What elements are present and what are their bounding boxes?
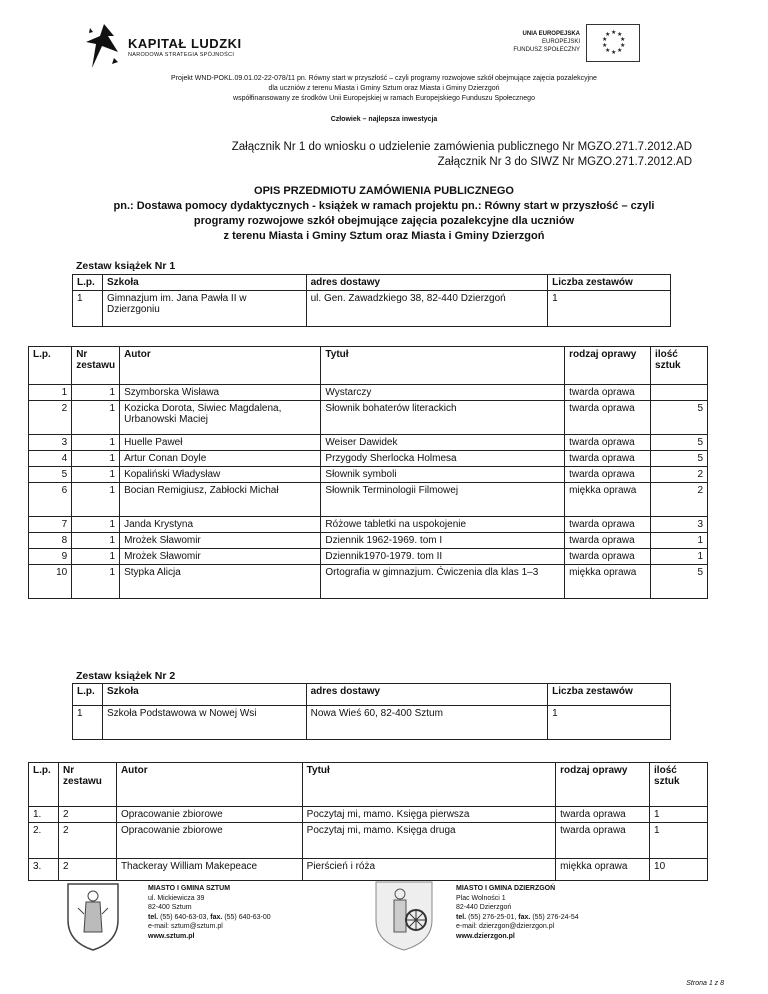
header-lp: L.p.: [73, 275, 103, 291]
footer-sztum: MIASTO I GMINA SZTUM ul. Mickiewicza 39 82-400 Sztum tel. (55) 640-63-03, fax. (55) 640-63-00 e-mail: sztum@sztum.pl www.sztum.pl: [148, 885, 271, 940]
header-binding: rodzaj oprawy: [565, 347, 651, 385]
header-address: adres dostawy: [306, 275, 548, 291]
school-address: ul. Gen. Zawadzkiego 38, 82-440 Dzierzgoń: [306, 291, 548, 327]
page-number: Strona 1 z 8: [686, 980, 724, 987]
cell-title: Dziennik 1962-1969. tom I: [321, 533, 565, 549]
set1-books-table: [28, 346, 708, 599]
header-set: Nr zestawu: [58, 763, 116, 807]
school-count: 1: [548, 706, 671, 740]
svg-text:★: ★: [602, 36, 608, 43]
set1-label: Zestaw książek Nr 1: [76, 260, 176, 272]
svg-text:★: ★: [620, 42, 626, 49]
cell-title: Wystarczy: [321, 385, 565, 401]
cell-set: 1: [72, 549, 120, 565]
cell-title: Słownik bohaterów literackich: [321, 401, 565, 435]
cell-qty: 5: [651, 401, 708, 435]
attachment-references: Załącznik Nr 1 do wniosku o udzielenie zamówienia publicznego Nr MGZO.271.7.2012.AD Załącznik Nr 3 do SIWZ Nr MGZO.271.7.2012.AD: [231, 141, 692, 168]
cell-qty: 3: [651, 517, 708, 533]
cell-binding: twarda oprawa: [556, 807, 650, 823]
cell-qty: 1: [650, 807, 708, 823]
header-author: Autor: [116, 763, 302, 807]
header-school: Szkoła: [102, 684, 306, 706]
cell-qty: 1: [650, 823, 708, 859]
cell-title: Poczytaj mi, mamo. Księga druga: [302, 823, 556, 859]
cell-lp: 2: [29, 401, 72, 435]
cell-author: Bocian Remigiusz, Zabłocki Michał: [120, 483, 321, 517]
table-row: [29, 565, 708, 599]
cell-binding: twarda oprawa: [565, 549, 651, 565]
cell-binding: twarda oprawa: [565, 517, 651, 533]
cell-binding: twarda oprawa: [565, 451, 651, 467]
cell-lp: 4: [29, 451, 72, 467]
cell-binding: miękka oprawa: [556, 859, 650, 881]
svg-text:★: ★: [605, 47, 611, 54]
project-description: Projekt WND-POKL.09.01.02-22-078/11 pn. Równy start w przyszłość – czyli programy rozwojowe szkół obejmujące zajęcia pozalekcyjne dla uczniów z terenu Miasta i Gminy Sztum oraz Miasta i Gminy Dzierzgoń współfinansowany ze środków Unii Europejskiej w ramach Europejskiego Funduszu Społecznego: [171, 75, 597, 102]
cell-qty: 2: [651, 483, 708, 517]
cell-set: 1: [72, 517, 120, 533]
set2-books-table: [28, 762, 708, 881]
cell-qty: 1: [651, 533, 708, 549]
cell-set: 1: [72, 533, 120, 549]
cell-set: 1: [72, 565, 120, 599]
cell-title: Dziennik1970-1979. tom II: [321, 549, 565, 565]
header-count: Liczba zestawów: [548, 684, 671, 706]
cell-lp: 6: [29, 483, 72, 517]
table-row: [29, 807, 708, 823]
table-row: [29, 533, 708, 549]
dzierzgon-coat-of-arms: [372, 878, 436, 952]
table-row: [29, 517, 708, 533]
cell-lp: 3: [29, 435, 72, 451]
cell-author: Stypka Alicja: [120, 565, 321, 599]
cell-qty: 1: [651, 549, 708, 565]
kl-subtitle: NARODOWA STRATEGIA SPÓJNOŚCI: [128, 52, 235, 58]
cell-title: Różowe tabletki na uspokojenie: [321, 517, 565, 533]
table-row: [29, 385, 708, 401]
school-count: 1: [548, 291, 671, 327]
header-lp: L.p.: [29, 347, 72, 385]
cell-binding: miękka oprawa: [565, 565, 651, 599]
cell-title: Pierścień i róża: [302, 859, 556, 881]
cell-set: 2: [58, 859, 116, 881]
cell-lp: 1.: [29, 807, 59, 823]
header-school: Szkoła: [102, 275, 306, 291]
cell-set: 2: [58, 807, 116, 823]
cell-set: 2: [58, 823, 116, 859]
set2-label: Zestaw książek Nr 2: [76, 670, 176, 682]
header-set: Nr zestawu: [72, 347, 120, 385]
cell-qty: 10: [650, 859, 708, 881]
svg-text:★: ★: [611, 49, 617, 56]
header-binding: rodzaj oprawy: [556, 763, 650, 807]
header-qty: ilość sztuk: [651, 347, 708, 385]
school-name: Gimnazjum im. Jana Pawła II w Dzierzgoniu: [102, 291, 306, 327]
cell-title: Weiser Dawidek: [321, 435, 565, 451]
ue-text: UNIA EUROPEJSKA EUROPEJSKI FUNDUSZ SPOŁECZNY: [513, 31, 580, 53]
header-count: Liczba zestawów: [548, 275, 671, 291]
cell-author: Szymborska Wisława: [120, 385, 321, 401]
cell-title: Przygody Sherlocka Holmesa: [321, 451, 565, 467]
cell-lp: 3.: [29, 859, 59, 881]
sztum-coat-of-arms: [64, 880, 122, 952]
cell-author: Opracowanie zbiorowe: [116, 807, 302, 823]
school-lp: 1: [73, 291, 103, 327]
svg-text:★: ★: [611, 29, 617, 36]
cell-binding: twarda oprawa: [565, 435, 651, 451]
table-row: [29, 401, 708, 435]
header-lp: L.p.: [73, 684, 103, 706]
cell-author: Mrożek Sławomir: [120, 533, 321, 549]
cell-author: Artur Conan Doyle: [120, 451, 321, 467]
table-row: [29, 435, 708, 451]
cell-lp: 2.: [29, 823, 59, 859]
svg-text:★: ★: [620, 36, 626, 43]
header-lp: L.p.: [29, 763, 59, 807]
cell-qty: [651, 385, 708, 401]
svg-text:★: ★: [617, 31, 623, 38]
cell-set: 1: [72, 401, 120, 435]
cell-author: Kopaliński Władysław: [120, 467, 321, 483]
set2-school-table: [72, 683, 671, 740]
cell-lp: 10: [29, 565, 72, 599]
set1-school-table: [72, 274, 671, 327]
cell-set: 1: [72, 385, 120, 401]
header-title: Tytuł: [302, 763, 556, 807]
table-row: [29, 549, 708, 565]
cell-binding: twarda oprawa: [565, 467, 651, 483]
footer-dzierzgon: MIASTO I GMINA DZIERZGOŃ Plac Wolności 1 82-440 Dzierzgoń tel. (55) 276-25-01, fax. (55) 276-24-54 e-mail: dzierzgon@dzierzgon.pl www.dzierzgon.pl: [456, 885, 579, 940]
cell-author: Kozicka Dorota, Siwiec Magdalena, Urbanowski Maciej: [120, 401, 321, 435]
kapital-ludzki-logo: [84, 22, 126, 70]
svg-text:★: ★: [605, 31, 611, 38]
cell-binding: twarda oprawa: [565, 385, 651, 401]
svg-text:★: ★: [617, 47, 623, 54]
cell-qty: 2: [651, 467, 708, 483]
cell-lp: 5: [29, 467, 72, 483]
cell-set: 1: [72, 483, 120, 517]
cell-qty: 5: [651, 435, 708, 451]
motto: Człowiek – najlepsza inwestycja: [330, 116, 438, 123]
table-row: [29, 859, 708, 881]
header-author: Autor: [120, 347, 321, 385]
table-row: [29, 483, 708, 517]
cell-lp: 7: [29, 517, 72, 533]
cell-lp: 1: [29, 385, 72, 401]
cell-author: Huelle Paweł: [120, 435, 321, 451]
table-row: [29, 823, 708, 859]
cell-author: Janda Krystyna: [120, 517, 321, 533]
cell-binding: miękka oprawa: [565, 483, 651, 517]
cell-set: 1: [72, 435, 120, 451]
cell-title: Słownik symboli: [321, 467, 565, 483]
cell-set: 1: [72, 467, 120, 483]
cell-binding: twarda oprawa: [565, 401, 651, 435]
cell-binding: twarda oprawa: [556, 823, 650, 859]
cell-lp: 8: [29, 533, 72, 549]
svg-text:★: ★: [602, 42, 608, 49]
kl-title: KAPITAŁ LUDZKI: [128, 36, 242, 51]
school-name: Szkoła Podstawowa w Nowej Wsi: [102, 706, 306, 740]
table-row: [29, 467, 708, 483]
cell-binding: twarda oprawa: [565, 533, 651, 549]
header-address: adres dostawy: [306, 684, 548, 706]
cell-title: Słownik Terminologii Filmowej: [321, 483, 565, 517]
school-lp: 1: [73, 706, 103, 740]
school-address: Nowa Wieś 60, 82-400 Sztum: [306, 706, 548, 740]
cell-author: Opracowanie zbiorowe: [116, 823, 302, 859]
cell-set: 1: [72, 451, 120, 467]
cell-title: Ortografia w gimnazjum. Ćwiczenia dla klas 1–3: [321, 565, 565, 599]
cell-qty: 5: [651, 565, 708, 599]
eu-flag-icon: [586, 24, 640, 62]
cell-author: Mrożek Sławomir: [120, 549, 321, 565]
cell-title: Poczytaj mi, mamo. Księga pierwsza: [302, 807, 556, 823]
document-title: OPIS PRZEDMIOTU ZAMÓWIENIA PUBLICZNEGO pn.: Dostawa pomocy dydaktycznych - książek w ramach projektu pn.: Równy start w przyszłość – czyli programy rozwojowe szkół obejmujące zajęcia pozalekcyjne dla uczniów z terenu Miasta i Gminy Sztum oraz Miasta i Gminy Dzierzgoń: [113, 185, 655, 242]
header-title: Tytuł: [321, 347, 565, 385]
table-row: [29, 451, 708, 467]
cell-lp: 9: [29, 549, 72, 565]
cell-author: Thackeray William Makepeace: [116, 859, 302, 881]
header-qty: ilość sztuk: [650, 763, 708, 807]
cell-qty: 5: [651, 451, 708, 467]
